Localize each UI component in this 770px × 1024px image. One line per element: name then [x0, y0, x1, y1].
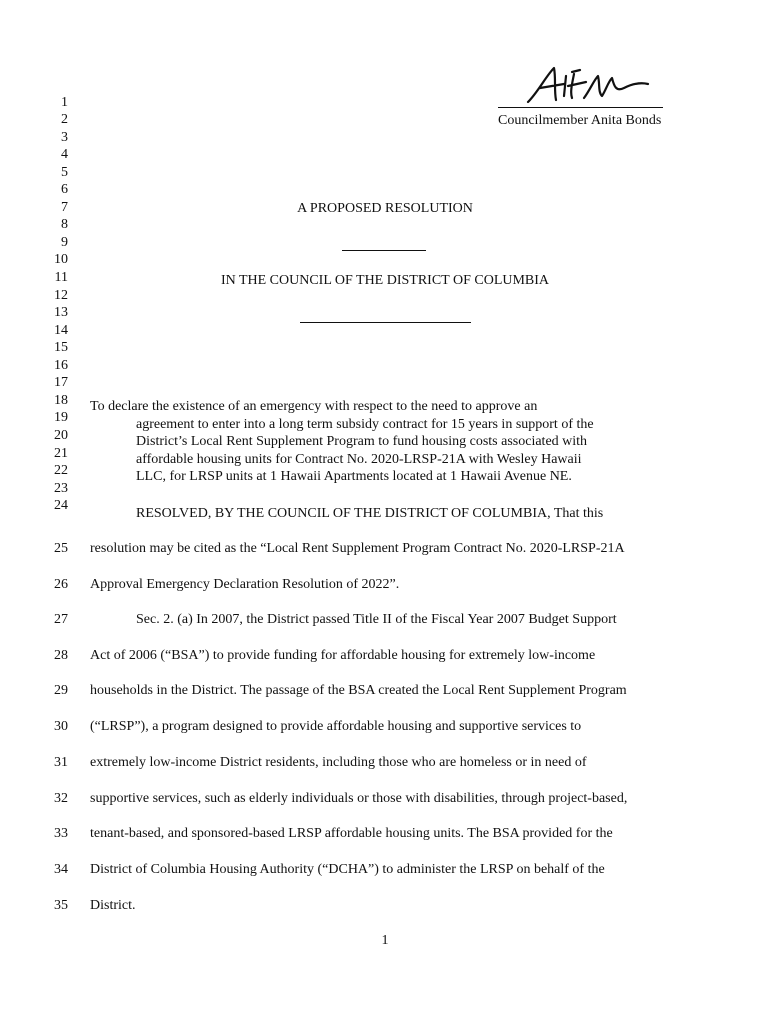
line-number: 25 — [54, 541, 68, 556]
body-line: District of Columbia Housing Authority (“DCHA”) to administer the LRSP on behalf of the — [90, 862, 605, 877]
line-number: 8 — [61, 217, 68, 233]
line-number: 24 — [54, 498, 68, 514]
purpose-line: affordable housing units for Contract No. 2020-LRSP-21A with Wesley Hawaii — [136, 452, 582, 467]
line-number: 22 — [54, 463, 68, 479]
line-number: 1 — [61, 94, 68, 110]
line-number: 26 — [54, 577, 68, 592]
line-number: 19 — [54, 410, 68, 426]
line-number: 34 — [54, 862, 68, 877]
line-number: 11 — [54, 270, 68, 285]
line-number: 6 — [61, 182, 68, 198]
line-number: 33 — [54, 826, 68, 841]
heading-rule — [300, 322, 471, 323]
body-line: households in the District. The passage of the BSA created the Local Rent Supplement Program — [90, 683, 627, 698]
line-number: 13 — [54, 305, 68, 321]
line-number: 17 — [54, 375, 68, 391]
document-title: A PROPOSED RESOLUTION — [297, 201, 473, 216]
line-number: 15 — [54, 340, 68, 356]
title-rule — [342, 250, 426, 251]
body-line: District. — [90, 898, 136, 913]
body-line: tenant-based, and sponsored-based LRSP affordable housing units. The BSA provided for the — [90, 826, 613, 841]
line-number: 29 — [54, 683, 68, 698]
body-line: (“LRSP”), a program designed to provide affordable housing and supportive services to — [90, 719, 582, 734]
body-line: Sec. 2. (a) In 2007, the District passed Title II of the Fiscal Year 2007 Budget Support — [136, 612, 617, 627]
line-number: 28 — [54, 648, 68, 663]
purpose-line: To declare the existence of an emergency with respect to the need to approve an — [90, 399, 538, 414]
purpose-line: District’s Local Rent Supplement Program to fund housing costs associated with — [136, 434, 588, 449]
page-number: 1 — [381, 933, 389, 948]
line-number: 21 — [54, 445, 68, 461]
line-number: 5 — [61, 164, 68, 180]
line-number: 14 — [54, 322, 68, 338]
purpose-line: agreement to enter into a long term subsidy contract for 15 years in support of the — [136, 417, 594, 432]
purpose-line: LLC, for LRSP units at 1 Hawaii Apartments located at 1 Hawaii Avenue NE. — [136, 469, 572, 484]
sponsor-name: Councilmember Anita Bonds — [498, 113, 662, 128]
line-number: 4 — [61, 147, 68, 163]
line-number: 3 — [61, 129, 68, 145]
line-number: 32 — [54, 791, 68, 806]
resolved-clause: RESOLVED, BY THE COUNCIL OF THE DISTRICT OF COLUMBIA, That this — [136, 506, 604, 521]
line-number: 9 — [61, 234, 68, 250]
body-line: supportive services, such as elderly individuals or those with disabilities, through project-based, — [90, 791, 628, 806]
line-number: 31 — [54, 755, 68, 770]
signature-rule — [498, 107, 663, 108]
council-heading: IN THE COUNCIL OF THE DISTRICT OF COLUMBIA — [220, 273, 550, 288]
line-number: 2 — [61, 112, 68, 128]
line-number: 16 — [54, 357, 68, 373]
line-number: 7 — [61, 199, 68, 215]
body-line: Approval Emergency Declaration Resolution of 2022”. — [90, 577, 400, 592]
handwritten-signature — [520, 62, 660, 113]
line-number: 20 — [54, 427, 68, 443]
line-number: 23 — [54, 480, 68, 496]
line-number: 30 — [54, 719, 68, 734]
body-line: resolution may be cited as the “Local Rent Supplement Program Contract No. 2020-LRSP-21A — [90, 541, 625, 556]
line-number: 35 — [54, 898, 68, 913]
line-number: 12 — [54, 287, 68, 303]
body-line: extremely low-income District residents, including those who are homeless or in need of — [90, 755, 587, 770]
line-number: 27 — [54, 612, 68, 627]
line-number: 10 — [54, 252, 68, 268]
line-number: 18 — [54, 392, 68, 408]
body-line: Act of 2006 (“BSA”) to provide funding for affordable housing for extremely low-income — [90, 648, 596, 663]
